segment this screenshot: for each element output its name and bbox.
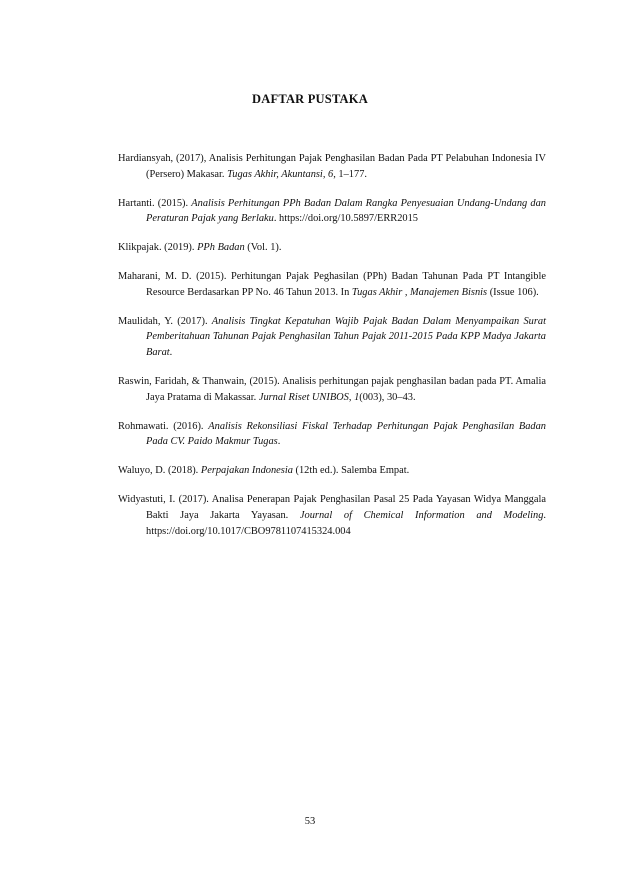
reference-text: Klikpajak. (2019).: [118, 242, 198, 254]
reference-italic-title: Tugas Akhir, Akuntansi, 6: [227, 168, 334, 180]
reference-text: Hartanti. (2015).: [118, 197, 192, 209]
reference-text: .: [169, 347, 173, 359]
reference-italic-title: Perpajakan Indonesia: [200, 465, 293, 477]
reference-entry-widyastuti: [118, 492, 546, 539]
reference-entry-klikpajak: [118, 240, 546, 256]
page-title: DAFTAR PUSTAKA: [252, 92, 368, 106]
reference-entry-maulidah: [118, 314, 546, 361]
reference-entry-waluyo: [118, 463, 546, 479]
reference-italic-title: Analisis Tingkat Kepatuhan Wajib Pajak Badan Dalam Menyampaikan Surat Pemberitahuan Tahunan Pajak Penghasilan Tahun Pajak 2011-2015 Pada KPP Madya Jakarta Barat: [146, 315, 546, 359]
reference-entry-rohmawati: [118, 419, 546, 451]
reference-text: (Issue 106).: [487, 286, 539, 298]
reference-text: .: [277, 436, 281, 448]
reference-entry-maharani: [118, 269, 546, 301]
reference-text: Maharani, M. D. (2015). Perhitungan Pajak Peghasilan (PPh) Badan Tahunan Pada PT Intangible Resource Berdasarkan PP No. 46 Tahun 2013. In: [118, 270, 546, 298]
reference-text: (003), 30–43.: [359, 391, 416, 403]
reference-text: Raswin, Faridah, & Thanwain, (2015). Analisis perhitungan pajak penghasilan badan pada PT. Amalia Jaya Pratama di Makassar.: [118, 375, 546, 403]
reference-italic-title: Tugas Akhir , Manajemen Bisnis: [351, 286, 488, 298]
reference-text: (12th ed.). Salemba Empat.: [292, 465, 410, 477]
reference-italic-title: Analisis Perhitungan PPh Badan Dalam Rangka Penyesuaian Undang-Undang dan Peraturan Pajak yang Berlaku: [146, 197, 546, 225]
reference-text: Maulidah, Y. (2017).: [118, 315, 212, 327]
reference-text: Hardiansyah, (2017), Analisis Perhitungan Pajak Penghasilan Badan Pada PT Pelabuhan Indonesia IV (Persero) Makasar.: [118, 153, 546, 180]
reference-text: , 1–177.: [333, 168, 367, 180]
reference-italic-title: PPh Badan: [197, 242, 245, 254]
reference-entry-hardiansyah: [118, 151, 546, 183]
reference-text: . https://doi.org/10.1017/CBO9781107415324.004: [146, 509, 546, 537]
reference-text: Waluyo, D. (2018).: [118, 465, 201, 477]
page-number: 53: [304, 816, 316, 827]
reference-italic-title: Analisis Rekonsiliasi Fiskal Terhadap Perhitungan Pajak Penghasilan Badan Pada CV. Paido Makmur Tugas: [146, 420, 547, 448]
reference-text: Widyastuti, I. (2017). Analisa Penerapan Pajak Penghasilan Pasal 25 Pada Yayasan Widya Manggala Bakti Jaya Jakarta Yayasan.: [118, 493, 546, 521]
reference-entry-hartanti: [118, 196, 546, 228]
reference-italic-volume: 1: [354, 391, 360, 403]
reference-text: ,: [348, 391, 355, 403]
reference-italic-title: Journal of Chemical Information and Modeling: [299, 509, 544, 521]
reference-text: . https://doi.org/10.5897/ERR2015: [273, 213, 418, 225]
reference-list: [118, 151, 546, 552]
reference-text: (Vol. 1).: [244, 242, 282, 254]
reference-entry-raswin: [118, 374, 546, 406]
reference-text: Rohmawati. (2016).: [118, 420, 209, 432]
reference-italic-title: Jurnal Riset UNIBOS: [258, 391, 349, 403]
